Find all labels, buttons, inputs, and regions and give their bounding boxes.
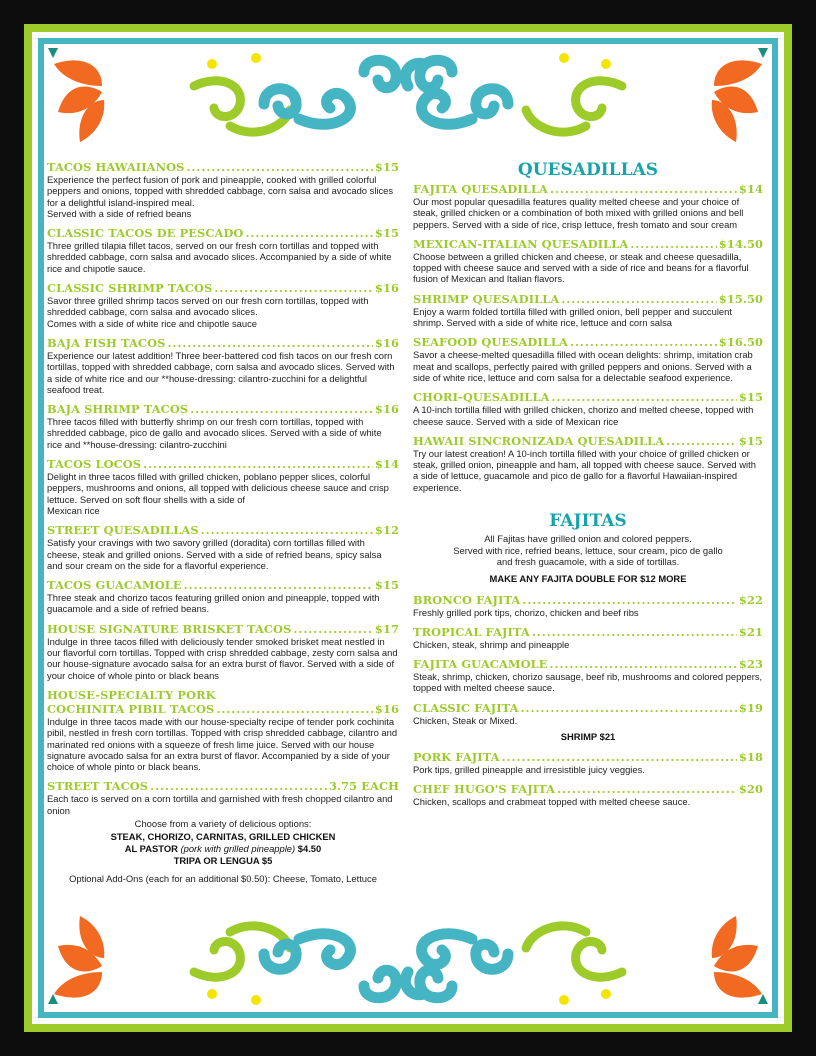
green-swirl-icon-bottom-right xyxy=(526,926,622,977)
item-price: $17 xyxy=(374,621,399,636)
item-name: TROPICAL FAJITA xyxy=(413,624,530,639)
menu-item xyxy=(413,237,763,285)
menu-item xyxy=(413,292,763,329)
orange-petals-icon-bottom-right xyxy=(712,916,762,998)
item-description: A 10-inch tortilla filled with grilled chicken, chorizo and melted cheese, topped with cheese sauce. Served with a side of Mexican rice xyxy=(413,404,754,427)
teal-swirl-icon xyxy=(264,60,508,124)
menu-item xyxy=(413,625,763,650)
item-name: SHRIMP QUESADILLA xyxy=(413,291,560,306)
item-description: Try our latest creation! A 10-inch tortilla filled with your choice of grilled chicken or steak, grilled onion, pineapple and ham, all topped with cheese sauce. Served with a side of lettuce, guacamole and pico de gallo for a flavorful Hawaiian-inspired experience. xyxy=(413,447,756,493)
menu-item xyxy=(47,281,399,329)
leader-dots xyxy=(630,237,716,251)
item-description: Three grilled tilapia fillet tacos, served on our fresh corn tortillas and topped with shredded cabbage, corn salsa and avocado slices. Accompanied by a side of white rice and chipotle sauce. xyxy=(47,240,392,274)
item-name: CLASSIC SHRIMP TACOS xyxy=(47,281,213,296)
item-description: Each taco is served on a corn tortilla and garnished with fresh chopped cilantro and onion xyxy=(47,793,393,816)
orange-petals-icon-bottom-left xyxy=(54,916,104,998)
item-name: CHEF HUGO'S FAJITA xyxy=(413,782,556,797)
item-name: MEXICAN-ITALIAN QUESADILLA xyxy=(413,236,629,251)
item-name: FAJITA GUACAMOLE xyxy=(413,657,548,672)
item-name: STREET TACOS xyxy=(47,779,149,794)
item-description: Three tacos filled with butterfly shrimp on our fresh corn tortillas, topped with shredded cabbage, pico de gallo and avocado slices. Served with a side of white rice and **house-dressing: cilantro-zucchini xyxy=(47,416,382,450)
item-price: $18 xyxy=(738,750,763,765)
item-price: $22 xyxy=(738,592,763,607)
options-line-3: TRIPA OR LENGUA $5 xyxy=(173,855,273,867)
item-name: BAJA SHRIMP TACOS xyxy=(47,402,189,417)
leader-dots xyxy=(143,457,373,471)
item-description: Savor a cheese-melted quesadilla filled with ocean delights: shrimp, imitation crab meat and scallops, perfectly paired with grilled peppers and onions. Served with a side of white rice, lettuce and corn salsa for a delectable seafood experience. xyxy=(413,349,753,383)
section-title-quesadillas: QUESADILLAS xyxy=(517,160,659,180)
item-description: Savor three grilled shrimp tacos served on our fresh corn tortillas, topped with shredded cabbage, corn salsa and avocado slices. Comes with a side of white rice and chipotle sauce xyxy=(47,295,369,329)
menu-item xyxy=(47,457,399,516)
item-name-line1: HOUSE-SPECIALTY PORK xyxy=(47,687,216,702)
leader-dots xyxy=(532,625,737,639)
item-name: HOUSE SIGNATURE BRISKET TACOS xyxy=(47,621,292,636)
item-description: Delight in three tacos filled with grilled chicken, poblano pepper slices, colorful peppers, mushrooms and onions, all topped with delicious cheese sauce and crisp lettuce. Served on soft flour shells with a side of Mexican rice xyxy=(47,471,389,516)
item-price: $16 xyxy=(374,335,399,350)
item-price: $14.50 xyxy=(718,236,763,251)
shrimp-fajita-note: SHRIMP $21 xyxy=(560,731,616,743)
item-price: $15 xyxy=(374,226,399,241)
item-name: TACOS LOCOS xyxy=(47,457,142,472)
item-name: CLASSIC FAJITA xyxy=(413,700,519,715)
item-price: $16 xyxy=(374,281,399,296)
orange-petals-icon-right xyxy=(712,60,762,142)
leader-dots xyxy=(201,523,373,537)
leader-dots xyxy=(550,657,737,671)
item-description: Chicken, scallops and crabmeat topped with melted cheese sauce. xyxy=(413,796,691,808)
leader-dots xyxy=(214,281,373,295)
item-description: Satisfy your cravings with two savory grilled (doradita) corn tortillas filled with cheese, steak and grilled onions. Served with a side of refried beans, spicy salsa and sour cream on the side for a flavorful experience. xyxy=(47,537,382,571)
item-name: BRONCO FAJITA xyxy=(413,592,521,607)
leader-dots xyxy=(167,336,372,350)
menu-item xyxy=(413,750,763,775)
leader-dots xyxy=(245,226,372,240)
item-name: CLASSIC TACOS DE PESCADO xyxy=(47,226,244,241)
item-description: Experience our latest addition! Three beer-battered cod fish tacos on our fresh corn tortillas, topped with shredded cabbage, corn salsa and avocado slices. Served with a side of white rice and our **house-dressing: cilantro-zucchini for a delightful seafood treat. xyxy=(47,349,395,395)
addons-note: Optional Add-Ons (each for an additional $0.50): Cheese, Tomato, Lettuce xyxy=(69,873,377,885)
item-description: Indulge in three tacos made with our house-specialty recipe of tender pork cochinita pibil, nestled in fresh corn tortillas. Topped with crisp shredded cabbage, cilantro and marinated red onions with a squeeze of fresh lime juice. Served with our house signature avocado salsa for an extra burst of flavor. Accompanied by a side of your choice of whole pinto or black beans. xyxy=(47,715,398,773)
leader-dots xyxy=(190,402,373,416)
item-name: FAJITA QUESADILLA xyxy=(413,182,548,196)
item-name: BAJA FISH TACOS xyxy=(47,335,166,350)
menu-item xyxy=(413,434,763,493)
item-price: $14 xyxy=(738,182,763,196)
item-name: TACOS GUACAMOLE xyxy=(47,578,182,593)
bottom-decoration xyxy=(44,904,772,1014)
item-price: $21 xyxy=(738,624,763,639)
item-price: 3.75 EACH xyxy=(329,779,399,794)
item-description: Experience the perfect fusion of pork and pineapple, cooked with grilled colorful peppers and onions, topped with shredded cabbage, corn salsa and avocado slices for a delightful island-inspired meal. Served with a side of refried beans xyxy=(47,174,394,219)
leader-dots xyxy=(570,335,717,349)
menu-item xyxy=(413,782,763,807)
item-name: HAWAII SINCRONIZADA QUESADILLA xyxy=(413,433,665,448)
orange-petals-icon-left xyxy=(54,60,104,142)
menu-item xyxy=(47,622,399,681)
item-price: $16.50 xyxy=(718,335,763,350)
menu-item xyxy=(47,336,399,395)
section-title-fajitas: FAJITAS xyxy=(549,511,627,532)
options-line-1: STEAK, CHORIZO, CARNITAS, GRILLED CHICKEN xyxy=(110,831,336,843)
leader-dots xyxy=(184,578,373,592)
al-pastor-note: (pork with grilled pineapple) xyxy=(180,843,296,855)
item-name: SEAFOOD QUESADILLA xyxy=(413,335,568,350)
item-description: Chicken, steak, shrimp and pineapple xyxy=(413,638,570,650)
menu-item xyxy=(47,160,399,219)
item-description: Indulge in three tacos filled with deliciously tender smoked brisket meat nestled in our flavorful corn tortillas. Topped with crisp shredded cabbage, zesty corn salsa and our house-signature avocado salsa for an extra burst of flavor. Served with a side of your choice of whole pinto or black beans xyxy=(47,635,398,681)
item-price: $16 xyxy=(374,701,399,716)
item-name: TACOS HAWAIIANOS xyxy=(47,160,185,174)
menu-item-street-tacos xyxy=(47,779,399,885)
item-description: Our most popular quesadilla features quality melted cheese and your choice of steak, grilled chicken or a combination of both mixed with grilled onions and bell peppers. Served with a side of rice, crisp lettuce, fresh tomato and sour cream xyxy=(413,196,744,230)
leader-dots xyxy=(522,593,737,607)
fajita-double-note: MAKE ANY FAJITA DOUBLE FOR $12 MORE xyxy=(489,572,687,584)
item-description: Pork tips, grilled pineapple and irresistible juicy veggies. xyxy=(413,764,645,776)
leader-dots xyxy=(550,182,737,196)
menu-item xyxy=(47,578,399,615)
menu-item xyxy=(47,523,399,571)
item-name-line2: COCHINITA PIBIL TACOS xyxy=(47,701,215,716)
item-price: $20 xyxy=(738,782,763,797)
leader-dots xyxy=(552,390,737,404)
item-price: $12 xyxy=(374,523,399,538)
item-price: $15 xyxy=(374,160,399,174)
item-name: PORK FAJITA xyxy=(413,750,500,765)
item-price: $14 xyxy=(374,457,399,472)
menu-item xyxy=(47,402,399,450)
menu-item xyxy=(413,657,763,694)
item-description: Freshly grilled pork tips, chorizo, chicken and beef ribs xyxy=(413,606,639,618)
item-price: $15 xyxy=(374,578,399,593)
teal-swirl-icon-bottom xyxy=(264,934,508,998)
menu-item xyxy=(413,335,763,383)
item-description: Three steak and chorizo tacos featuring grilled onion and pineapple, topped with guacamole and a side of refried beans. xyxy=(47,592,380,615)
leader-dots xyxy=(216,702,373,716)
leader-dots xyxy=(557,782,737,796)
fajitas-intro-1: All Fajitas have grilled onion and colored peppers. xyxy=(484,533,692,545)
leader-dots xyxy=(666,434,737,448)
left-column xyxy=(47,160,399,892)
leader-dots xyxy=(502,750,737,764)
menu-item-cochinita xyxy=(47,688,399,772)
item-price: $15 xyxy=(738,433,763,448)
item-description: Steak, shrimp, chicken, chorizo sausage, beef rib, mushrooms and colored peppers, topped with melted cheese sauce. xyxy=(413,671,763,694)
item-price: $15.50 xyxy=(718,291,763,306)
item-description: Enjoy a warm folded tortilla filled with grilled onion, bell pepper and succulent shrimp. Served with a side of white rice, lettuce and corn salsa xyxy=(413,305,732,329)
item-name: STREET QUESADILLAS xyxy=(47,523,199,538)
options-intro: Choose from a variety of delicious options: xyxy=(134,817,312,829)
options-line-2 xyxy=(47,843,399,855)
fajitas-intro-3: and fresh guacamole, with a side of tortillas. xyxy=(496,556,680,568)
leader-dots xyxy=(186,160,372,174)
menu-item xyxy=(413,701,763,743)
fajitas-intro-2: Served with rice, refried beans, lettuce, sour cream, pico de gallo xyxy=(453,544,723,556)
leader-dots xyxy=(293,622,373,636)
menu-item xyxy=(413,182,763,230)
menu-item xyxy=(413,593,763,618)
item-price: $16 xyxy=(374,402,399,417)
item-price: $15 xyxy=(738,390,763,405)
green-swirl-icon-right xyxy=(526,81,622,132)
al-pastor-price: $4.50 xyxy=(297,843,322,855)
top-decoration xyxy=(44,44,772,154)
right-column xyxy=(413,160,763,815)
item-price: $23 xyxy=(738,657,763,672)
al-pastor-label: AL PASTOR xyxy=(124,843,178,855)
item-description: Choose between a grilled chicken and cheese, or steak and cheese quesadilla, topped with cheese sauce and served with a side of rice and beans for a flavorful fusion of Mexican and Italian flavors. xyxy=(413,250,749,285)
leader-dots xyxy=(150,779,327,793)
leader-dots xyxy=(561,292,717,306)
menu-item xyxy=(47,226,399,274)
item-name: CHORI-QUESADILLA xyxy=(413,390,550,405)
leader-dots xyxy=(521,701,737,715)
menu-item xyxy=(413,390,763,427)
item-price: $19 xyxy=(738,700,763,715)
item-description: Chicken, Steak or Mixed. xyxy=(413,714,518,726)
